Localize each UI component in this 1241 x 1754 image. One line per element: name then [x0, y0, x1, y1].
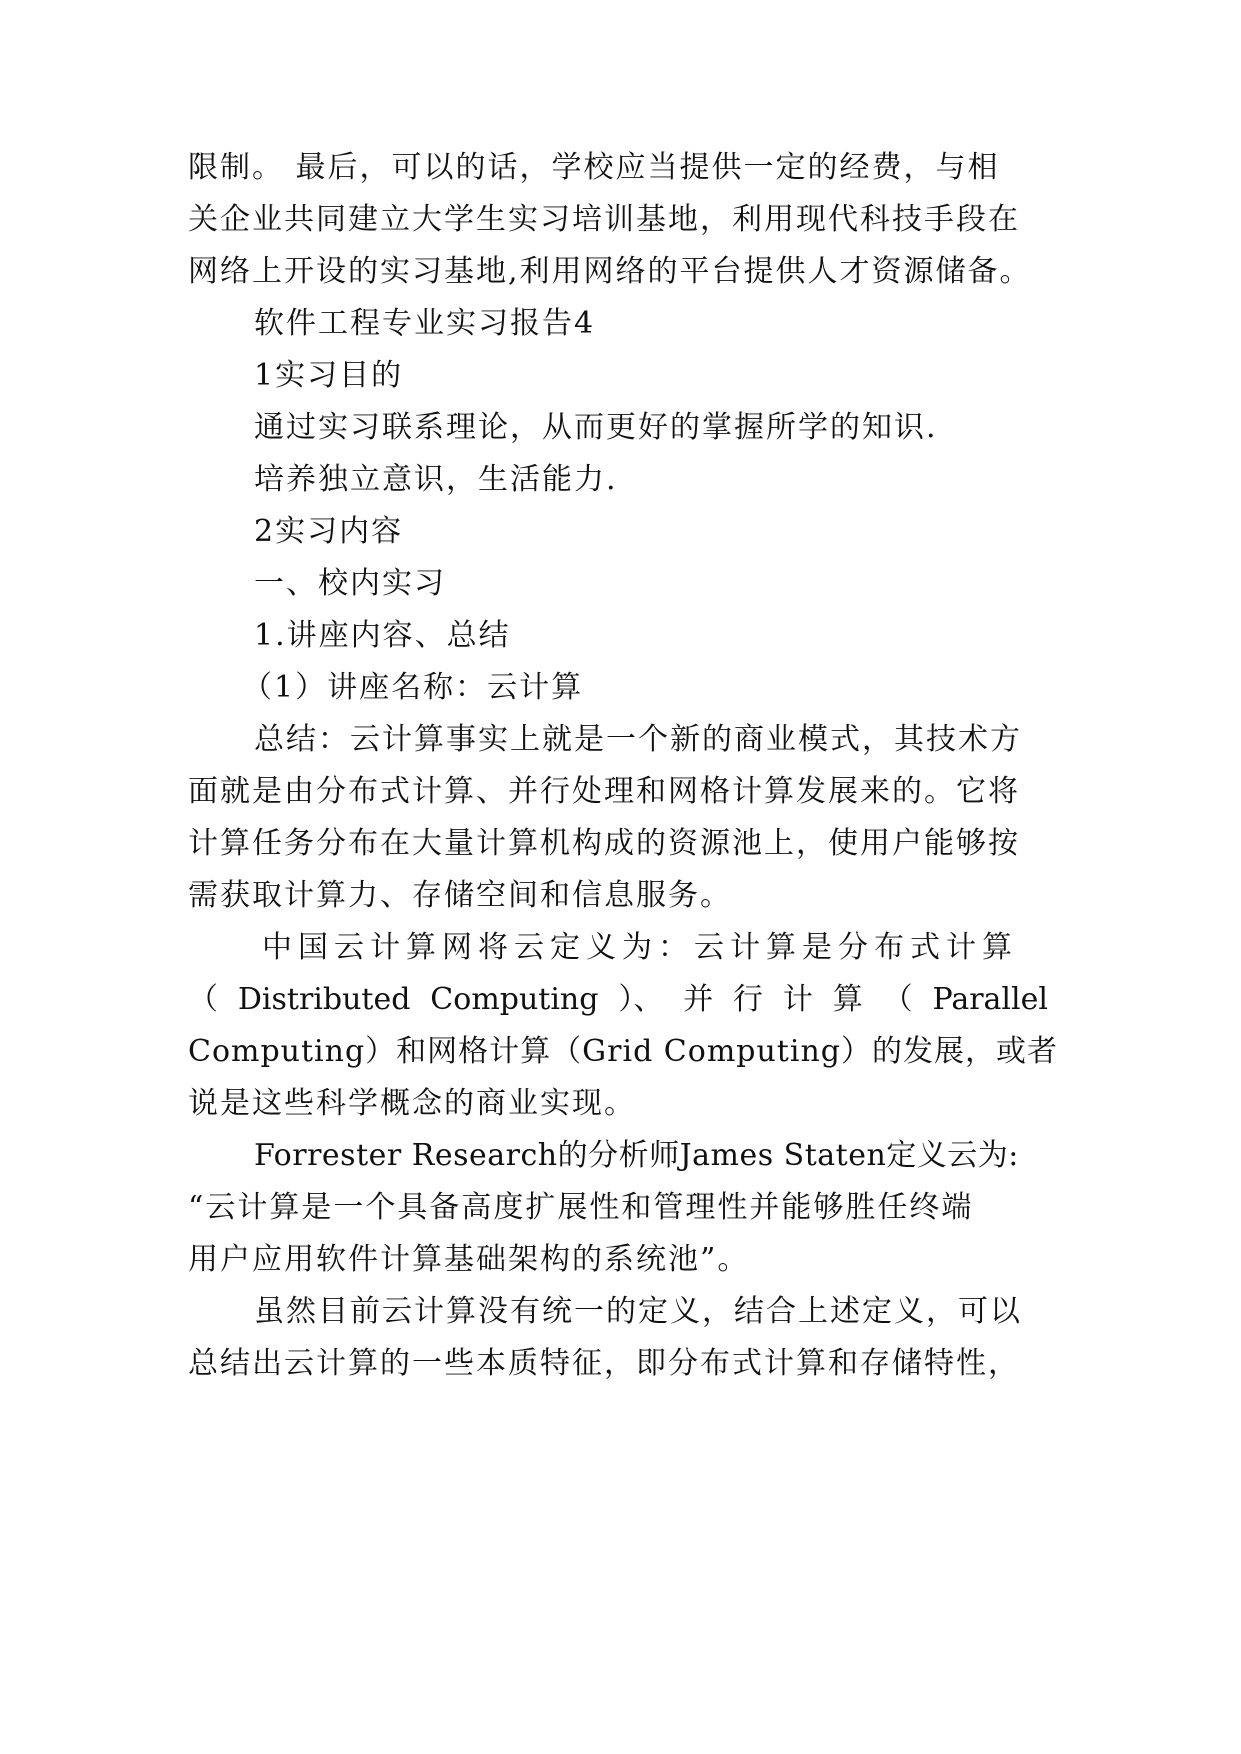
- text-fragment: （: [882, 982, 913, 1017]
- text-line: “云计算是一个具备高度扩展性和管理性并能够胜任终端: [188, 1190, 974, 1225]
- section-title: 软件工程专业实习报告4: [254, 306, 596, 341]
- text-fragment: Computing: [430, 982, 599, 1017]
- text-fragment: 计: [782, 982, 813, 1017]
- text-line: Forrester Research的分析师James Staten定义云为:: [254, 1138, 1019, 1173]
- text-line: Computing）和网格计算（Grid Computing）的发展，或者: [188, 1034, 1058, 1069]
- text-line: 中国云计算网将云定义为：云计算是分布式计算: [262, 930, 1018, 965]
- text-line: 培养独立意识，生活能力.: [254, 462, 618, 497]
- text-line: 需获取计算力、存储空间和信息服务。: [188, 878, 732, 913]
- text-line: 说是这些科学概念的商业实现。: [188, 1086, 636, 1121]
- text-line: 总结出云计算的一些本质特征，即分布式计算和存储特性，: [188, 1346, 1020, 1381]
- text-fragment: Distributed: [237, 982, 411, 1017]
- text-fragment: ）、: [618, 982, 664, 1017]
- text-line: 虽然目前云计算没有统一的定义，结合上述定义，可以: [254, 1294, 1022, 1329]
- heading: 一、校内实习: [254, 566, 446, 601]
- text-line: 面就是由分布式计算、并行处理和网格计算发展来的。它将: [188, 774, 1020, 809]
- heading: 1实习目的: [254, 358, 404, 393]
- text-fragment: 行: [733, 982, 764, 1017]
- text-fragment: （: [188, 982, 218, 1017]
- heading: 2实习内容: [254, 514, 404, 549]
- text-fragment: 算: [832, 982, 863, 1017]
- text-line: 总结：云计算事实上就是一个新的商业模式，其技术方: [254, 722, 1022, 757]
- text-line: 计算任务分布在大量计算机构成的资源池上，使用户能够按: [188, 826, 1020, 861]
- heading: 1.讲座内容、总结: [254, 618, 511, 653]
- text-line: 网络上开设的实习基地,利用网络的平台提供人才资源储备。: [188, 254, 1032, 289]
- text-line: 限制。 最后，可以的话，学校应当提供一定的经费，与相: [188, 150, 1000, 185]
- text-line: 用户应用软件计算基础架构的系统池”。: [188, 1242, 750, 1277]
- text-fragment: 并: [683, 982, 714, 1017]
- heading: （1）讲座名称：云计算: [242, 670, 584, 705]
- text-line: 关企业共同建立大学生实习培训基地，利用现代科技手段在: [188, 202, 1020, 237]
- text-line: 通过实习联系理论，从而更好的掌握所学的知识.: [254, 410, 938, 445]
- justified-text-line: [188, 980, 1048, 1020]
- text-fragment: Parallel: [932, 982, 1048, 1017]
